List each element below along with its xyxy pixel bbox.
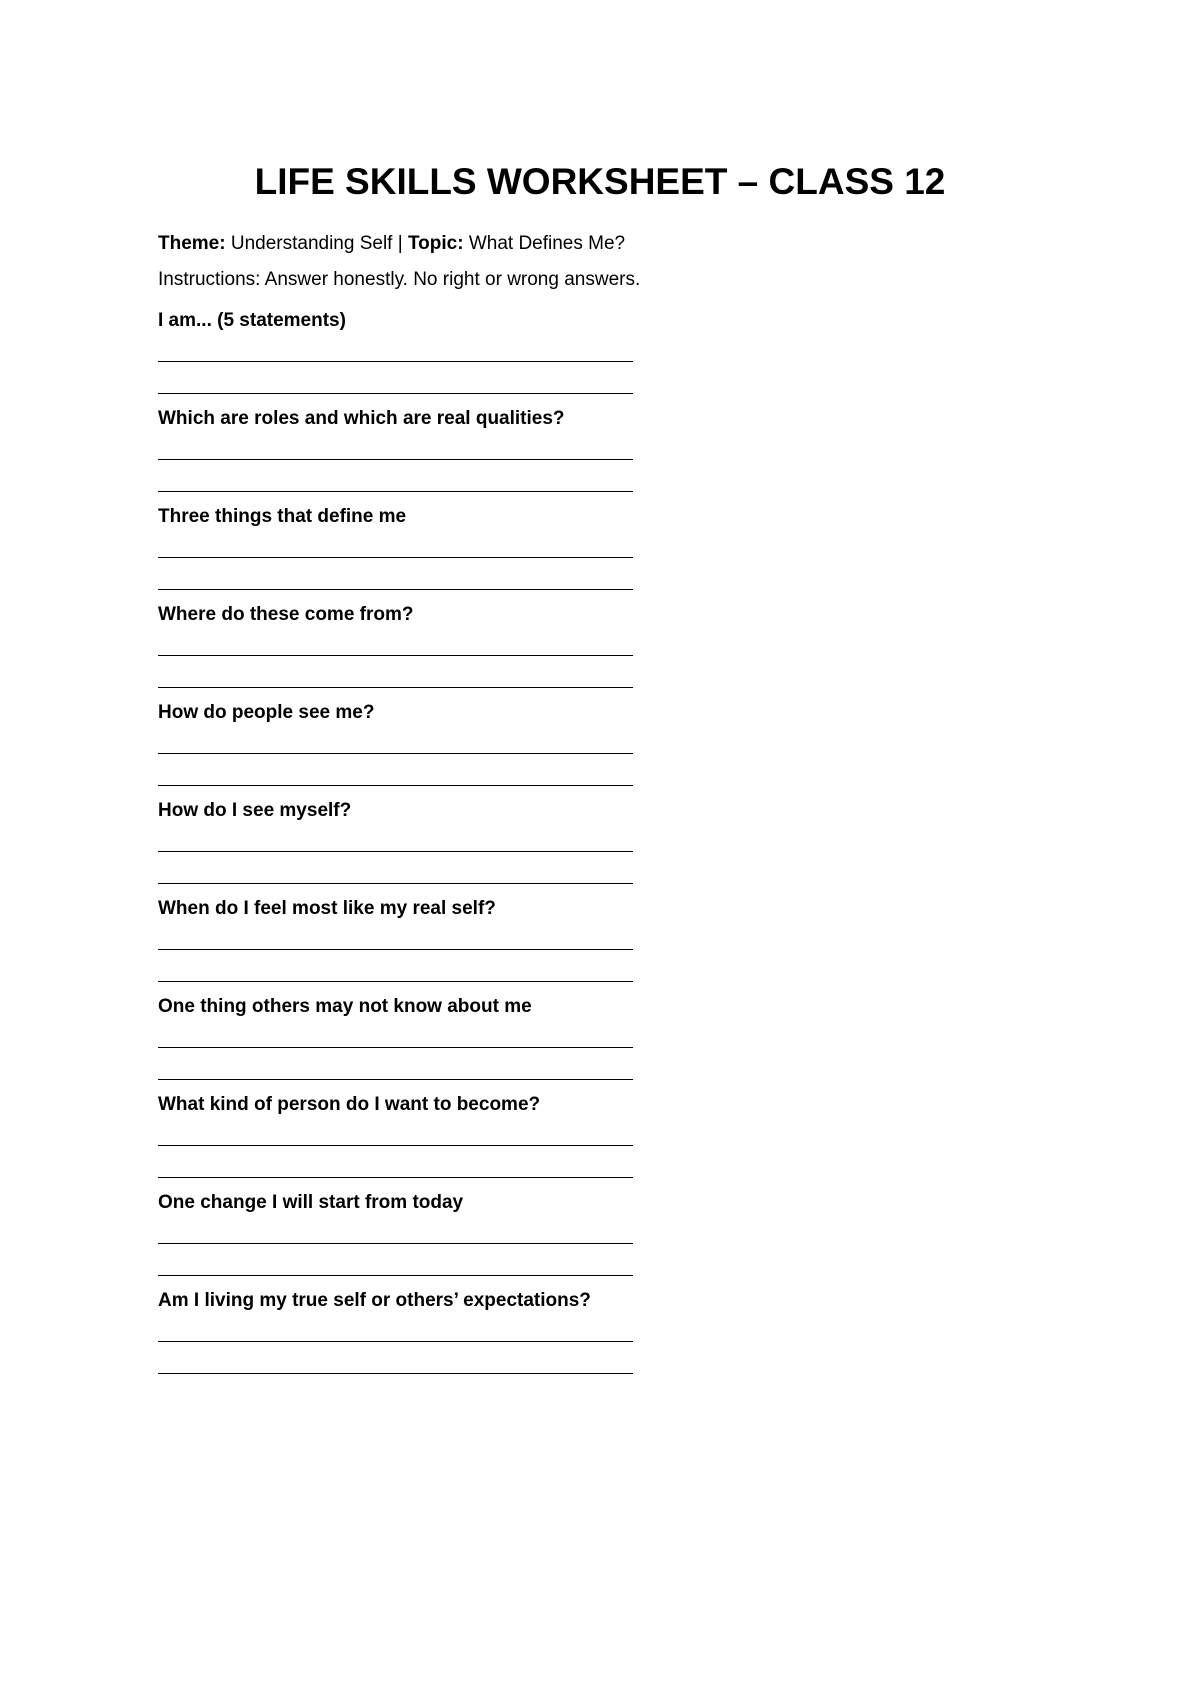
answer-line[interactable] xyxy=(158,687,633,688)
question-prompt: Am I living my true self or others’ expectations? xyxy=(158,1290,591,1311)
answer-line[interactable] xyxy=(158,589,633,590)
question-section xyxy=(158,897,633,921)
worksheet-title: LIFE SKILLS WORKSHEET – CLASS 12 xyxy=(254,161,946,202)
answer-line[interactable] xyxy=(158,1177,633,1178)
answer-line[interactable] xyxy=(158,1275,633,1276)
theme-topic-line xyxy=(158,232,625,256)
theme-value: Understanding Self | xyxy=(225,233,408,254)
answer-line[interactable] xyxy=(158,655,633,656)
question-section xyxy=(158,1191,633,1215)
question-prompt: One thing others may not know about me xyxy=(158,996,532,1017)
topic-value: What Defines Me? xyxy=(463,233,626,254)
answer-line[interactable] xyxy=(158,1047,633,1048)
answer-line[interactable] xyxy=(158,1243,633,1244)
question-section xyxy=(158,505,633,529)
question-section xyxy=(158,309,633,333)
question-prompt: One change I will start from today xyxy=(158,1192,464,1213)
answer-line[interactable] xyxy=(158,361,633,362)
question-section xyxy=(158,701,633,725)
question-prompt: How do people see me? xyxy=(158,702,375,723)
instructions: Instructions: Answer honestly. No right or wrong answers. xyxy=(158,269,641,290)
topic-label: Topic: xyxy=(407,233,464,254)
question-prompt: How do I see myself? xyxy=(158,800,352,821)
answer-line[interactable] xyxy=(158,949,633,950)
question-prompt: What kind of person do I want to become? xyxy=(158,1094,541,1115)
answer-line[interactable] xyxy=(158,557,633,558)
answer-line[interactable] xyxy=(158,393,633,394)
theme-label: Theme: xyxy=(158,233,226,254)
answer-line[interactable] xyxy=(158,1373,633,1374)
question-section xyxy=(158,603,633,627)
answer-line[interactable] xyxy=(158,459,633,460)
question-prompt: Where do these come from? xyxy=(158,604,414,625)
answer-line[interactable] xyxy=(158,1341,633,1342)
answer-line[interactable] xyxy=(158,1145,633,1146)
answer-line[interactable] xyxy=(158,1079,633,1080)
question-prompt: Which are roles and which are real qualities? xyxy=(158,408,565,429)
answer-line[interactable] xyxy=(158,753,633,754)
answer-line[interactable] xyxy=(158,785,633,786)
answer-line[interactable] xyxy=(158,981,633,982)
answer-line[interactable] xyxy=(158,851,633,852)
question-prompt: I am... (5 statements) xyxy=(158,310,346,331)
question-section xyxy=(158,1093,633,1117)
question-section xyxy=(158,995,633,1019)
question-prompt: When do I feel most like my real self? xyxy=(158,898,496,919)
answer-line[interactable] xyxy=(158,883,633,884)
question-section xyxy=(158,799,633,823)
question-section xyxy=(158,1289,633,1313)
question-prompt: Three things that define me xyxy=(158,506,407,527)
answer-line[interactable] xyxy=(158,491,633,492)
question-section xyxy=(158,407,633,431)
